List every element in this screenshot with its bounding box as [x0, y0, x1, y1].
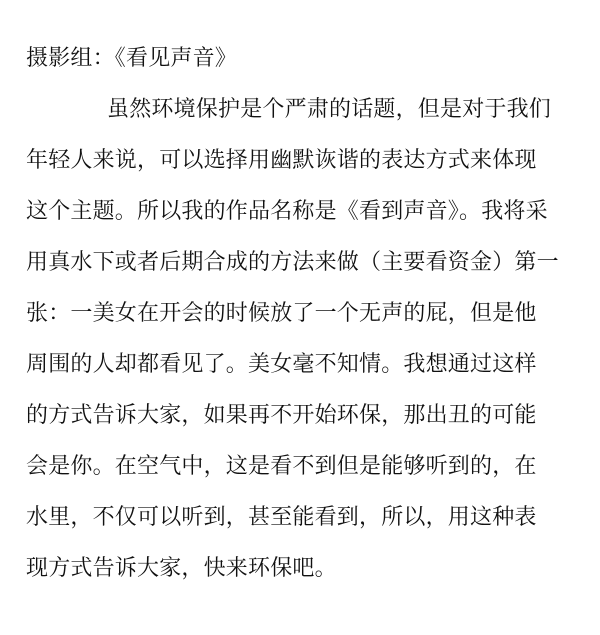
paragraph-line-9: 水里，不仅可以听到，甚至能看到，所以，用这种表	[26, 505, 537, 530]
paragraph-line-4: 用真水下或者后期合成的方法来做（主要看资金）第一	[26, 250, 559, 275]
paragraph-line-8: 会是你。在空气中，这是看不到但是能够听到的，在	[26, 454, 537, 479]
paragraph-line-2: 年轻人来说，可以选择用幽默诙谐的表达方式来体现	[26, 148, 537, 173]
paragraph-line-1: 虽然环境保护是个严肃的话题，但是对于我们	[107, 97, 552, 122]
paragraph-line-5: 张：一美女在开会的时候放了一个无声的屁，但是他	[26, 301, 537, 326]
paragraph-line-7: 的方式告诉大家，如果再不开始环保，那出丑的可能	[26, 403, 537, 428]
paragraph-line-10: 现方式告诉大家，快来环保吧。	[26, 556, 337, 581]
document-title: 摄影组：《看见声音》	[26, 46, 238, 71]
paragraph-line-6: 周围的人却都看见了。美女毫不知情。我想通过这样	[26, 352, 537, 377]
paragraph-line-3: 这个主题。所以我的作品名称是《看到声音》。我将采	[26, 199, 548, 224]
